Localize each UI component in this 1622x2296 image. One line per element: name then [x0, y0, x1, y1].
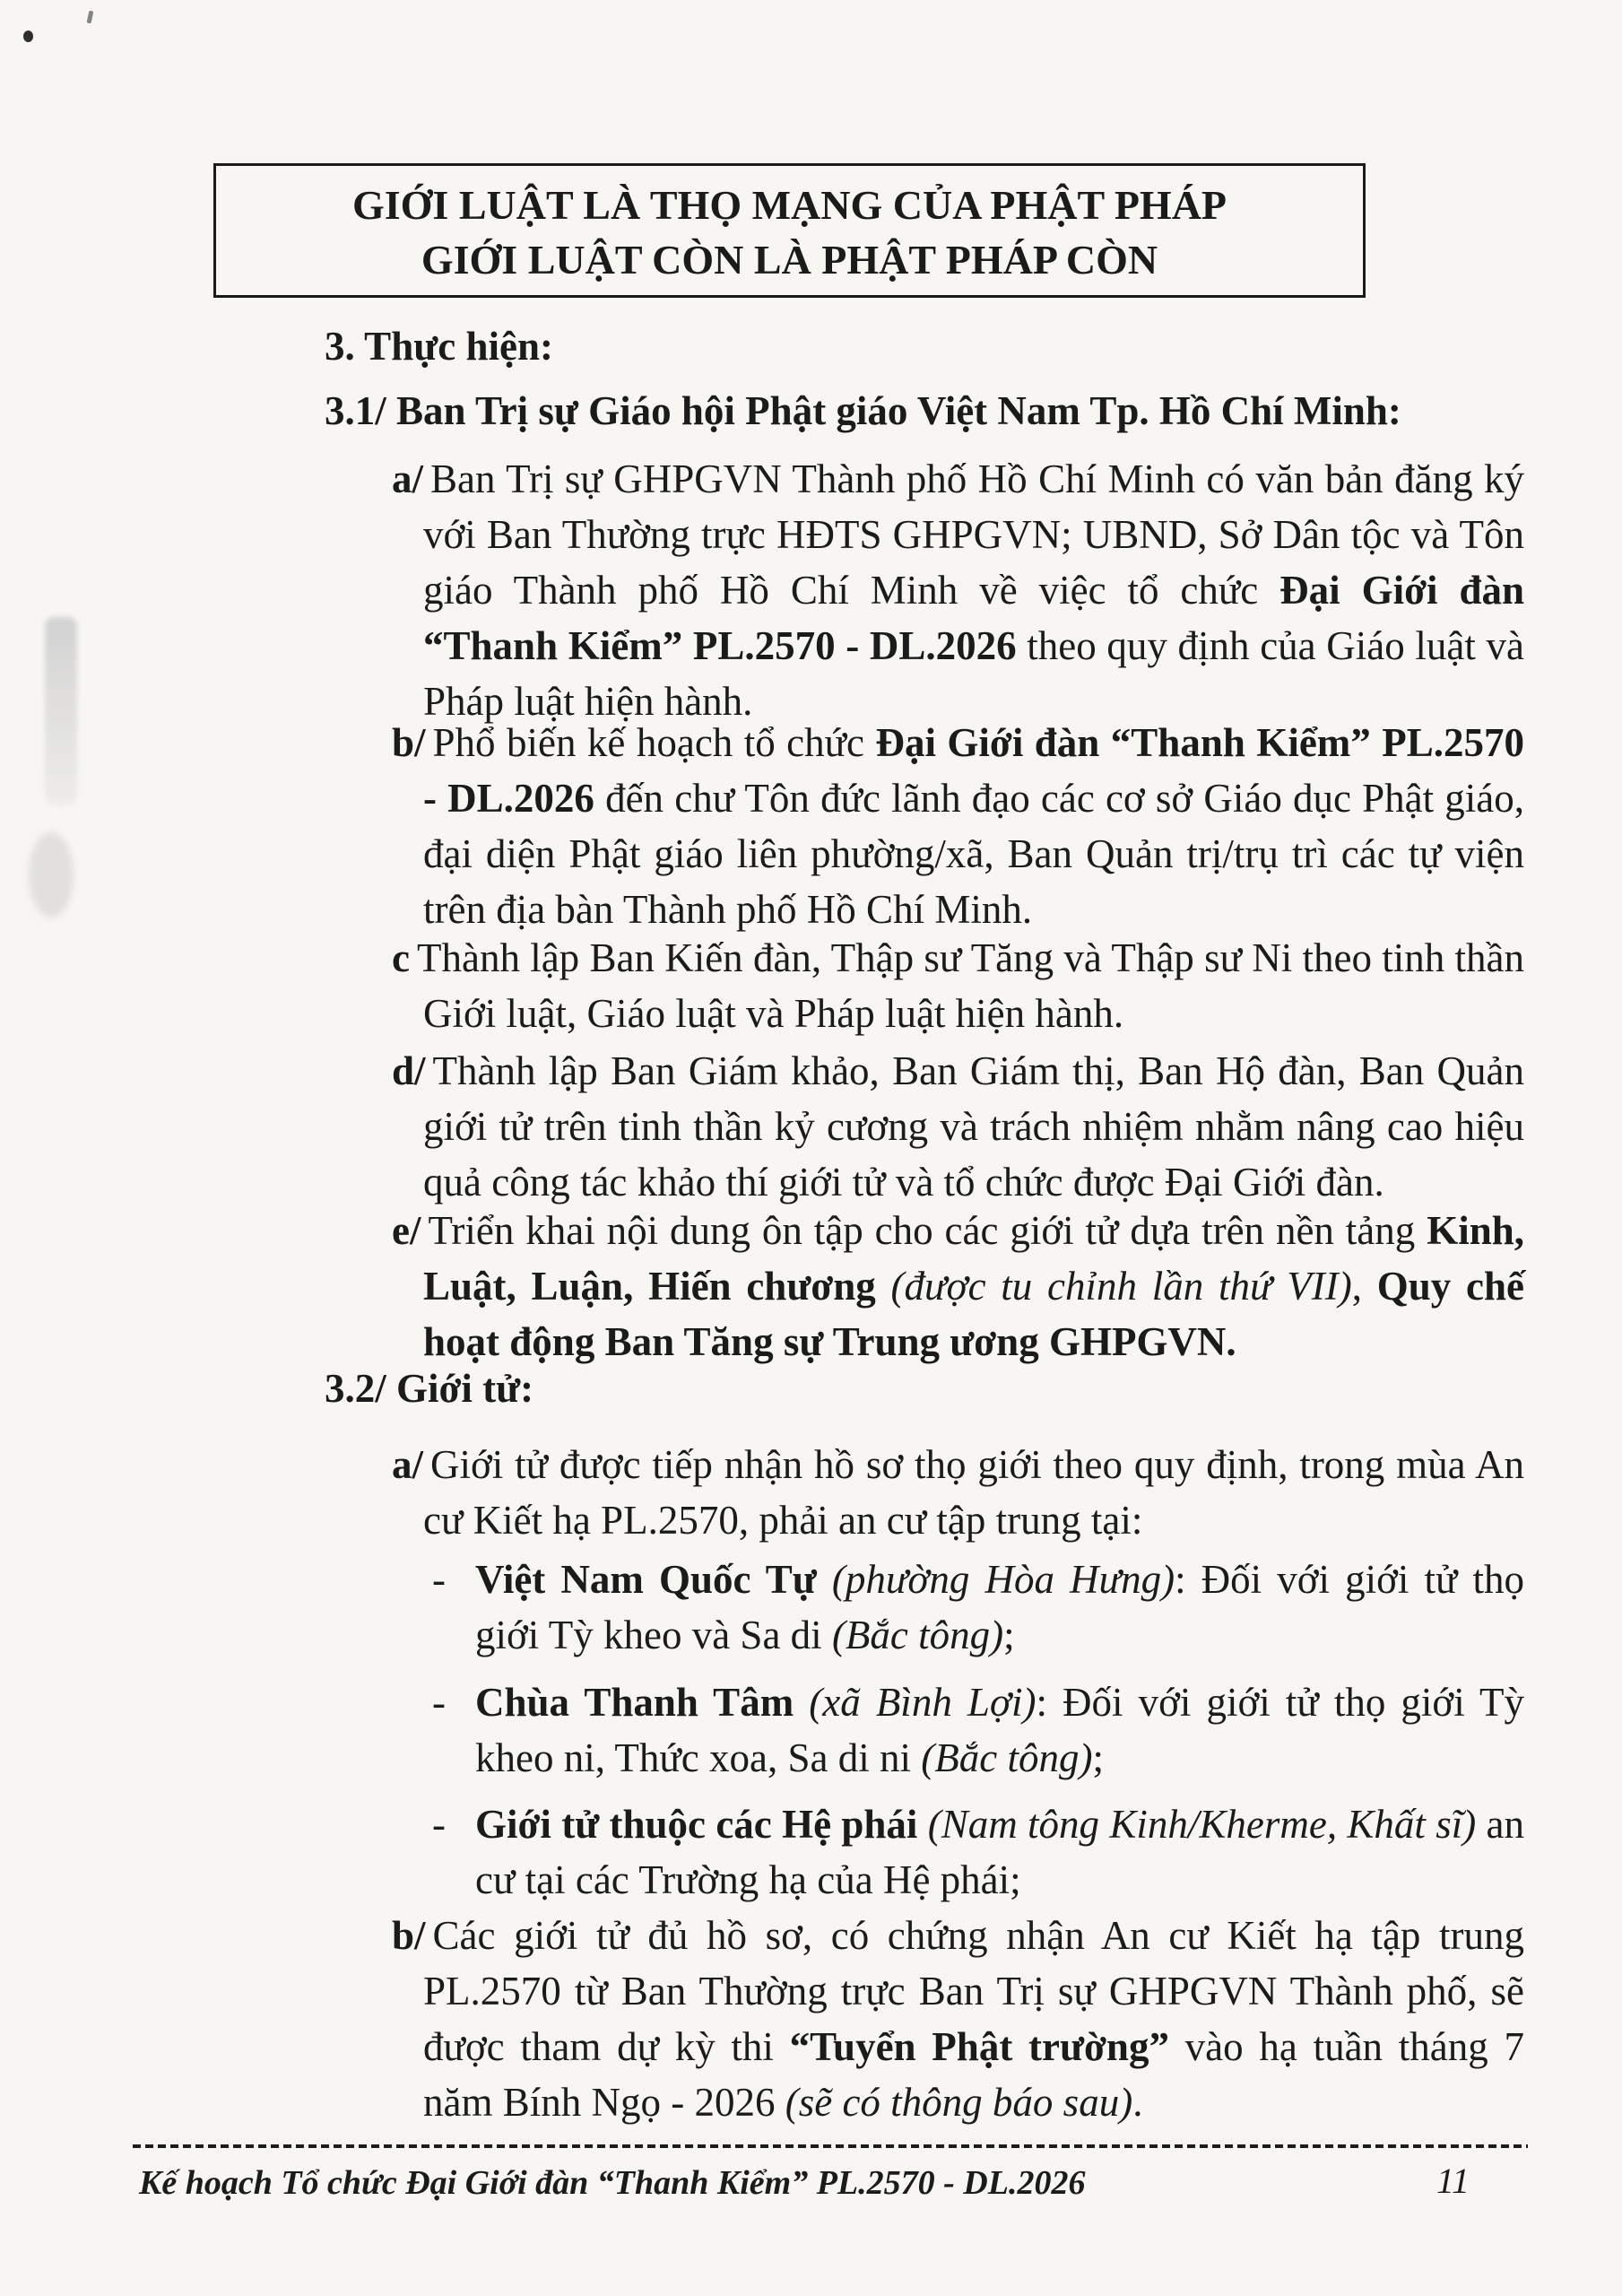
list-item-31e — [392, 1203, 1524, 1370]
scan-artifact-mark — [87, 11, 94, 24]
item-text: Giới tử được tiếp nhận hồ sơ thọ giới theo quy định, trong mùa An cư Kiết hạ PL.2570, phải an cư tập trung tại: — [423, 1442, 1524, 1543]
item-text: Thành lập Ban Kiến đàn, Thập sư Tăng và Thập sư Ni theo tinh thần Giới luật, Giáo luật và Pháp luật hiện hành. — [416, 935, 1524, 1036]
scan-artifact-dot — [23, 30, 33, 42]
item-marker: c — [392, 935, 410, 980]
item-marker: b/ — [392, 1913, 426, 1958]
bullet-text: Chùa Thanh Tâm (xã Bình Lợi): Đối với giới tử thọ giới Tỳ kheo ni, Thức xoa, Sa di ni (Bắc tông); — [475, 1680, 1524, 1780]
title-banner — [213, 163, 1366, 298]
scan-artifact-smudge — [45, 617, 77, 805]
list-item-32b — [392, 1908, 1524, 2130]
bullet-item-he-phai — [432, 1796, 1524, 1908]
bullet-dash: - — [432, 1680, 446, 1725]
bullet-dash: - — [432, 1802, 446, 1847]
section-3-heading: 3. Thực hiện: — [325, 324, 553, 369]
item-marker: e/ — [392, 1208, 421, 1253]
section-31-heading: 3.1/ Ban Trị sự Giáo hội Phật giáo Việt Nam Tp. Hồ Chí Minh: — [325, 388, 1401, 433]
page-number: 11 — [1436, 2161, 1470, 2201]
list-item-31d — [392, 1043, 1524, 1210]
item-text: Ban Trị sự GHPGVN Thành phố Hồ Chí Minh có văn bản đăng ký với Ban Thường trực HĐTS GHPGVN; UBND, Sở Dân tộc và Tôn giáo Thành phố Hồ Chí Minh về việc tổ chức Đại Giới đàn “Thanh Kiểm” PL.2570 - DL.2026 theo quy định của Giáo luật và Pháp luật hiện hành. — [423, 457, 1524, 724]
footer-title: Kế hoạch Tổ chức Đại Giới đàn “Thanh Kiểm” PL.2570 - DL.2026 — [139, 2164, 1086, 2202]
footer-divider — [133, 2144, 1528, 2148]
banner-line-1: GIỚI LUẬT LÀ THỌ MẠNG CỦA PHẬT PHÁP — [351, 182, 1227, 228]
list-item-31a — [392, 451, 1524, 729]
item-marker: d/ — [392, 1048, 426, 1093]
section-32-heading: 3.2/ Giới tử: — [325, 1366, 534, 1411]
item-text: Các giới tử đủ hồ sơ, có chứng nhận An cư Kiết hạ tập trung PL.2570 từ Ban Thường trực Ban Trị sự GHPGVN Thành phố, sẽ được tham dự kỳ thi “Tuyển Phật trường” vào hạ tuần tháng 7 năm Bính Ngọ - 2026 (sẽ có thông báo sau). — [423, 1913, 1524, 2125]
bullet-text: Giới tử thuộc các Hệ phái (Nam tông Kinh/Kherme, Khất sĩ) an cư tại các Trường hạ của Hệ phái; — [475, 1802, 1524, 1902]
item-text: Phổ biến kế hoạch tổ chức Đại Giới đàn “Thanh Kiểm” PL.2570 - DL.2026 đến chư Tôn đức lãnh đạo các cơ sở Giáo dục Phật giáo, đại diện Phật giáo liên phường/xã, Ban Quản trị/trụ trì các tự viện trên địa bàn Thành phố Hồ Chí Minh. — [423, 720, 1525, 932]
item-marker: b/ — [392, 720, 426, 765]
item-text: Thành lập Ban Giám khảo, Ban Giám thị, Ban Hộ đàn, Ban Quản giới tử trên tinh thần kỷ cương và trách nhiệm nhằm nâng cao hiệu quả công tác khảo thí giới tử và tổ chức được Đại Giới đàn. — [423, 1048, 1524, 1205]
bullet-dash: - — [432, 1557, 446, 1602]
banner-line-2: GIỚI LUẬT CÒN LÀ PHẬT PHÁP CÒN — [421, 237, 1158, 283]
list-item-32a — [392, 1437, 1524, 1548]
bullet-item-thanh-tam — [432, 1674, 1524, 1786]
list-item-31c — [392, 930, 1524, 1041]
item-text: Triển khai nội dung ôn tập cho các giới tử dựa trên nền tảng Kinh, Luật, Luận, Hiến chương (được tu chỉnh lần thứ VII), Quy chế hoạt động Ban Tăng sự Trung ương GHPGVN. — [423, 1208, 1524, 1364]
bullet-item-quoc-tu — [432, 1552, 1525, 1663]
scan-artifact-smudge — [29, 832, 74, 918]
item-marker: a/ — [392, 1442, 424, 1487]
bullet-text: Việt Nam Quốc Tự (phường Hòa Hưng): Đối với giới tử thọ giới Tỳ kheo và Sa di (Bắc tông); — [475, 1557, 1525, 1657]
list-item-31b — [392, 715, 1525, 937]
item-marker: a/ — [392, 457, 424, 501]
